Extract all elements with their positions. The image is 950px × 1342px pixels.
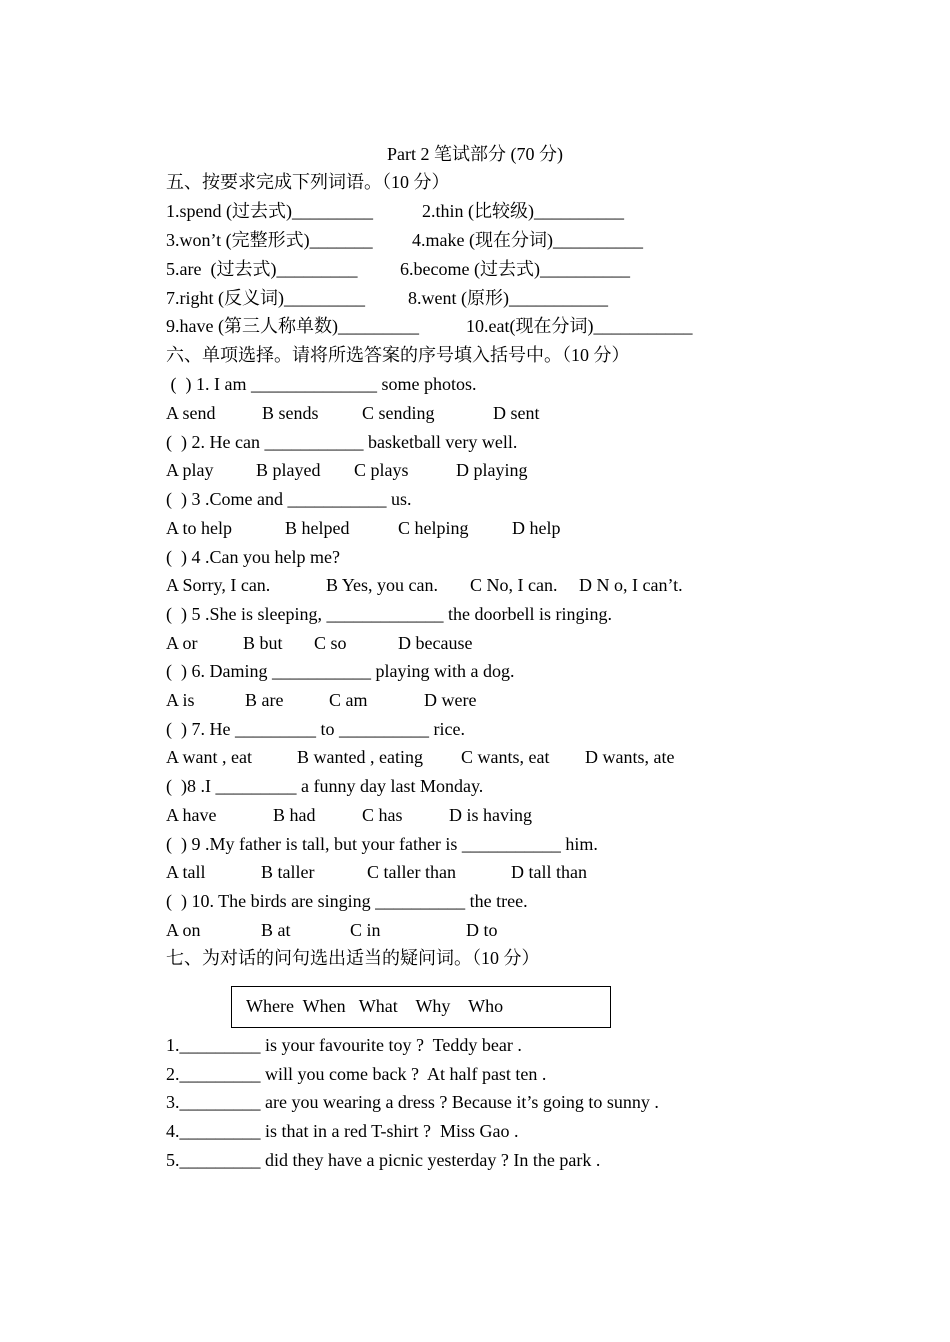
word-choice-list: Where When What Why Who xyxy=(246,996,504,1016)
option: C in xyxy=(350,920,381,940)
section-5-heading: 五、按要求完成下列词语。（10 分） xyxy=(166,172,450,192)
word-item-row xyxy=(166,228,866,252)
option: D to xyxy=(466,920,498,940)
dialogue-item: 3._________ are you wearing a dress ? Because it’s going to sunny . xyxy=(166,1092,659,1112)
option: D wants, ate xyxy=(585,747,675,767)
option: A to help xyxy=(166,518,232,538)
option: A is xyxy=(166,690,195,710)
question-stem: ( ) 10. The birds are singing __________ the tree. xyxy=(166,891,528,911)
question-stem: ( ) 1. I am ______________ some photos. xyxy=(166,374,477,394)
options-row xyxy=(166,631,866,655)
word-item: 4.make (现在分词)__________ xyxy=(412,230,643,250)
option: B taller xyxy=(261,862,315,882)
option: D help xyxy=(512,518,561,538)
option: B had xyxy=(273,805,316,825)
option: A tall xyxy=(166,862,206,882)
word-item-row xyxy=(166,257,866,281)
option: B Yes, you can. xyxy=(326,575,439,595)
option: D playing xyxy=(456,460,528,480)
option: C wants, eat xyxy=(461,747,550,767)
question-stem: ( )8 .I _________ a funny day last Monday. xyxy=(166,776,484,796)
options-row xyxy=(166,458,866,482)
options-row xyxy=(166,918,866,942)
option: C has xyxy=(362,805,403,825)
option: C sending xyxy=(362,403,435,423)
option: D were xyxy=(424,690,477,710)
section-6-heading: 六、单项选择。请将所选答案的序号填入括号中。（10 分） xyxy=(166,345,630,365)
question-stem: ( ) 7. He _________ to __________ rice. xyxy=(166,719,465,739)
option: A Sorry, I can. xyxy=(166,575,271,595)
option: D tall than xyxy=(511,862,587,882)
option: C helping xyxy=(398,518,469,538)
options-row xyxy=(166,688,866,712)
question-stem: ( ) 5 .She is sleeping, _____________ the doorbell is ringing. xyxy=(166,604,612,624)
word-item: 5.are (过去式)_________ xyxy=(166,259,358,279)
options-row xyxy=(166,745,866,769)
word-item: 9.have (第三人称单数)_________ xyxy=(166,316,419,336)
option: D sent xyxy=(493,403,540,423)
option: A on xyxy=(166,920,201,940)
option: B wanted , eating xyxy=(297,747,423,767)
word-item: 8.went (原形)___________ xyxy=(408,288,608,308)
question-stem: ( ) 6. Daming ___________ playing with a dog. xyxy=(166,661,515,681)
question-stem: ( ) 2. He can ___________ basketball very well. xyxy=(166,432,518,452)
option: B helped xyxy=(285,518,350,538)
option: C taller than xyxy=(367,862,456,882)
option: C am xyxy=(329,690,368,710)
option: B played xyxy=(256,460,321,480)
option: A send xyxy=(166,403,216,423)
page-title: Part 2 笔试部分 (70 分) xyxy=(387,144,563,164)
section-7-heading: 七、为对话的问句选出适当的疑问词。（10 分） xyxy=(166,948,540,968)
word-item: 1.spend (过去式)_________ xyxy=(166,201,373,221)
word-item: 2.thin (比较级)__________ xyxy=(422,201,624,221)
option: B sends xyxy=(262,403,319,423)
option: C so xyxy=(314,633,347,653)
option: A want , eat xyxy=(166,747,252,767)
dialogue-item: 1._________ is your favourite toy ? Teddy bear . xyxy=(166,1035,522,1055)
word-item-row xyxy=(166,314,866,338)
word-item-row xyxy=(166,286,866,310)
option: A have xyxy=(166,805,217,825)
option: C plays xyxy=(354,460,409,480)
options-row xyxy=(166,516,866,540)
word-item: 6.become (过去式)__________ xyxy=(400,259,630,279)
option: D because xyxy=(398,633,473,653)
option: B but xyxy=(243,633,283,653)
option: D is having xyxy=(449,805,532,825)
option: B are xyxy=(245,690,284,710)
dialogue-item: 2._________ will you come back ? At half past ten . xyxy=(166,1064,547,1084)
options-row xyxy=(166,860,866,884)
option: D N o, I can’t. xyxy=(579,575,683,595)
question-stem: ( ) 4 .Can you help me? xyxy=(166,547,340,567)
dialogue-item: 4._________ is that in a red T-shirt ? Miss Gao . xyxy=(166,1121,519,1141)
word-item: 10.eat(现在分词)___________ xyxy=(466,316,693,336)
option: B at xyxy=(261,920,291,940)
word-item-row xyxy=(166,199,866,223)
dialogue-item: 5._________ did they have a picnic yesterday ? In the park . xyxy=(166,1150,601,1170)
options-row xyxy=(166,573,866,597)
question-stem: ( ) 9 .My father is tall, but your father is ___________ him. xyxy=(166,834,598,854)
word-item: 7.right (反义词)_________ xyxy=(166,288,365,308)
options-row xyxy=(166,803,866,827)
word-item: 3.won’t (完整形式)_______ xyxy=(166,230,373,250)
options-row xyxy=(166,401,866,425)
option: A or xyxy=(166,633,198,653)
option: A play xyxy=(166,460,214,480)
option: C No, I can. xyxy=(470,575,558,595)
word-choice-box xyxy=(231,986,611,1028)
question-stem: ( ) 3 .Come and ___________ us. xyxy=(166,489,412,509)
